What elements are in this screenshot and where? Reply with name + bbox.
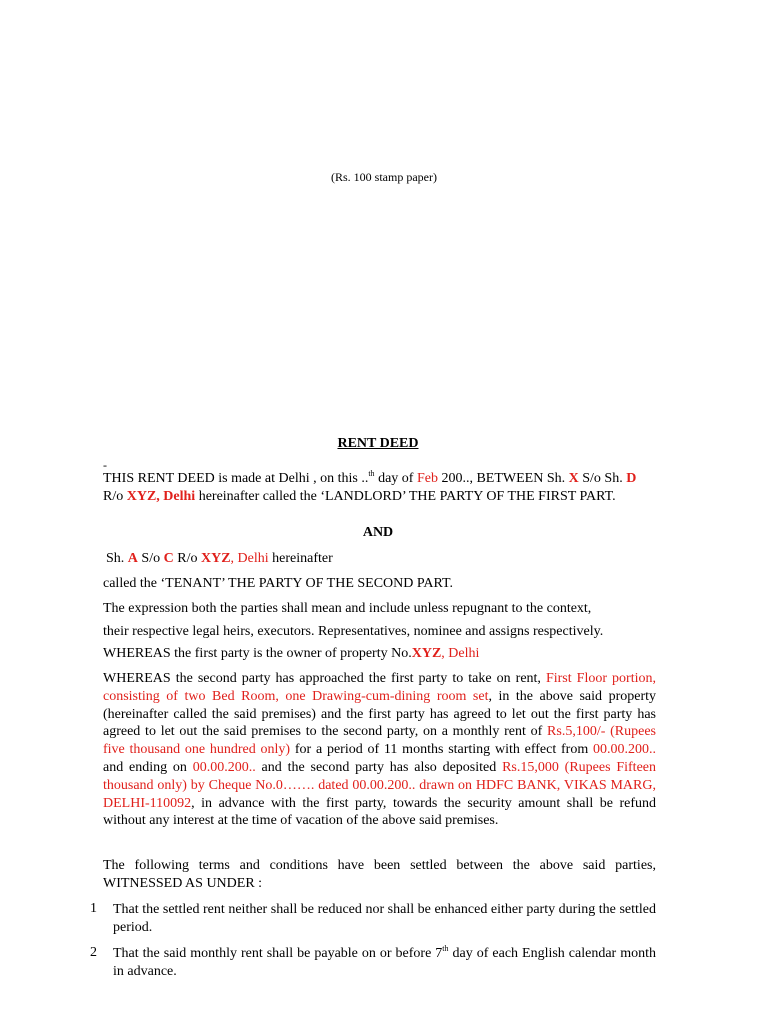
- month: Feb: [416, 471, 438, 486]
- whereas-owner: WHEREAS the first party is the owner of property No.XYZ, Delhi: [103, 646, 480, 661]
- landlord-father: D: [626, 471, 637, 486]
- term-item-2: That the said monthly rent shall be payable on or before 7th day of each English calendar month in advance.: [113, 944, 656, 979]
- terms-intro: The following terms and conditions have been settled between the above said parties, WITNESSED AS UNDER :: [103, 858, 656, 891]
- rented-portion: First Floor portion, consisting of two Bed Room, one Drawing-cum-dining room set: [103, 671, 656, 704]
- tenant-called: called the ‘TENANT’ THE PARTY OF THE SECOND PART.: [103, 576, 453, 591]
- intro-paragraph: THIS RENT DEED is made at Delhi , on this ..$^{th}$ day of Feb 200.., BETWEEN Sh. X S/o Sh. D R/o XYZ, Delhi hereinafter called the ‘LANDLORD’ THE PARTY OF THE FIRST PART.: [103, 469, 637, 504]
- landlord-name: X: [568, 471, 579, 486]
- tenant-line: Sh. A S/o C R/o XYZ, Delhi hereinafter: [106, 551, 333, 566]
- item-number: 1: [90, 901, 97, 916]
- document-title: RENT DEED: [337, 436, 419, 451]
- term-item-1: That the settled rent neither shall be reduced nor shall be enhanced either party during the settled period.: [113, 902, 656, 935]
- expression-line-2: their respective legal heirs, executors. Representatives, nominee and assigns respectively.: [103, 624, 604, 639]
- stamp-paper-note: (Rs. 100 stamp paper): [331, 170, 437, 184]
- and-heading: AND: [362, 525, 394, 540]
- monthly-rent: Rs.5,100/- (Rupees five thousand one hundred only): [103, 724, 656, 758]
- whereas-rent-paragraph: WHEREAS the second party has approached the first party to take on rent, First Floor portion, consisting of two Bed Room, one Drawing-cum-dining room set, in the above said property (hereinafter called the said premises) and the first party has agreed to let out the first party has agreed to let out the said premises to the second party, on a monthly rent of Rs.5,100/- (Rupees five thousand one hundred only) for a period of 11 months starting with effect from 00.00.200.. and ending on 00.00.200.. and the second party has also deposited Rs.15,000 (Rupees Fifteen thousand only) by Cheque No.0……. dated 00.00.200.. drawn on HDFC BANK, VIKAS MARG, DELHI-110092, in advance with the first party, towards the security amount shall be refund without any interest at the time of vacation of the above said premises.: [103, 671, 656, 829]
- security-deposit: Rs.15,000 (Rupees Fifteen thousand only) by Cheque No.0……. dated 00.00.200.. drawn on HDFC BANK, VIKAS MARG, DELHI-110092: [103, 759, 656, 811]
- dash-mark: -: [103, 458, 107, 472]
- expression-line-1: The expression both the parties shall mean and include unless repugnant to the context,: [103, 601, 592, 616]
- end-date: 00.00.200..: [192, 759, 256, 775]
- tenant-father: C: [163, 551, 174, 566]
- tenant-name: A: [127, 551, 138, 566]
- start-date: 00.00.200..: [593, 742, 656, 758]
- item-number: 2: [90, 945, 97, 960]
